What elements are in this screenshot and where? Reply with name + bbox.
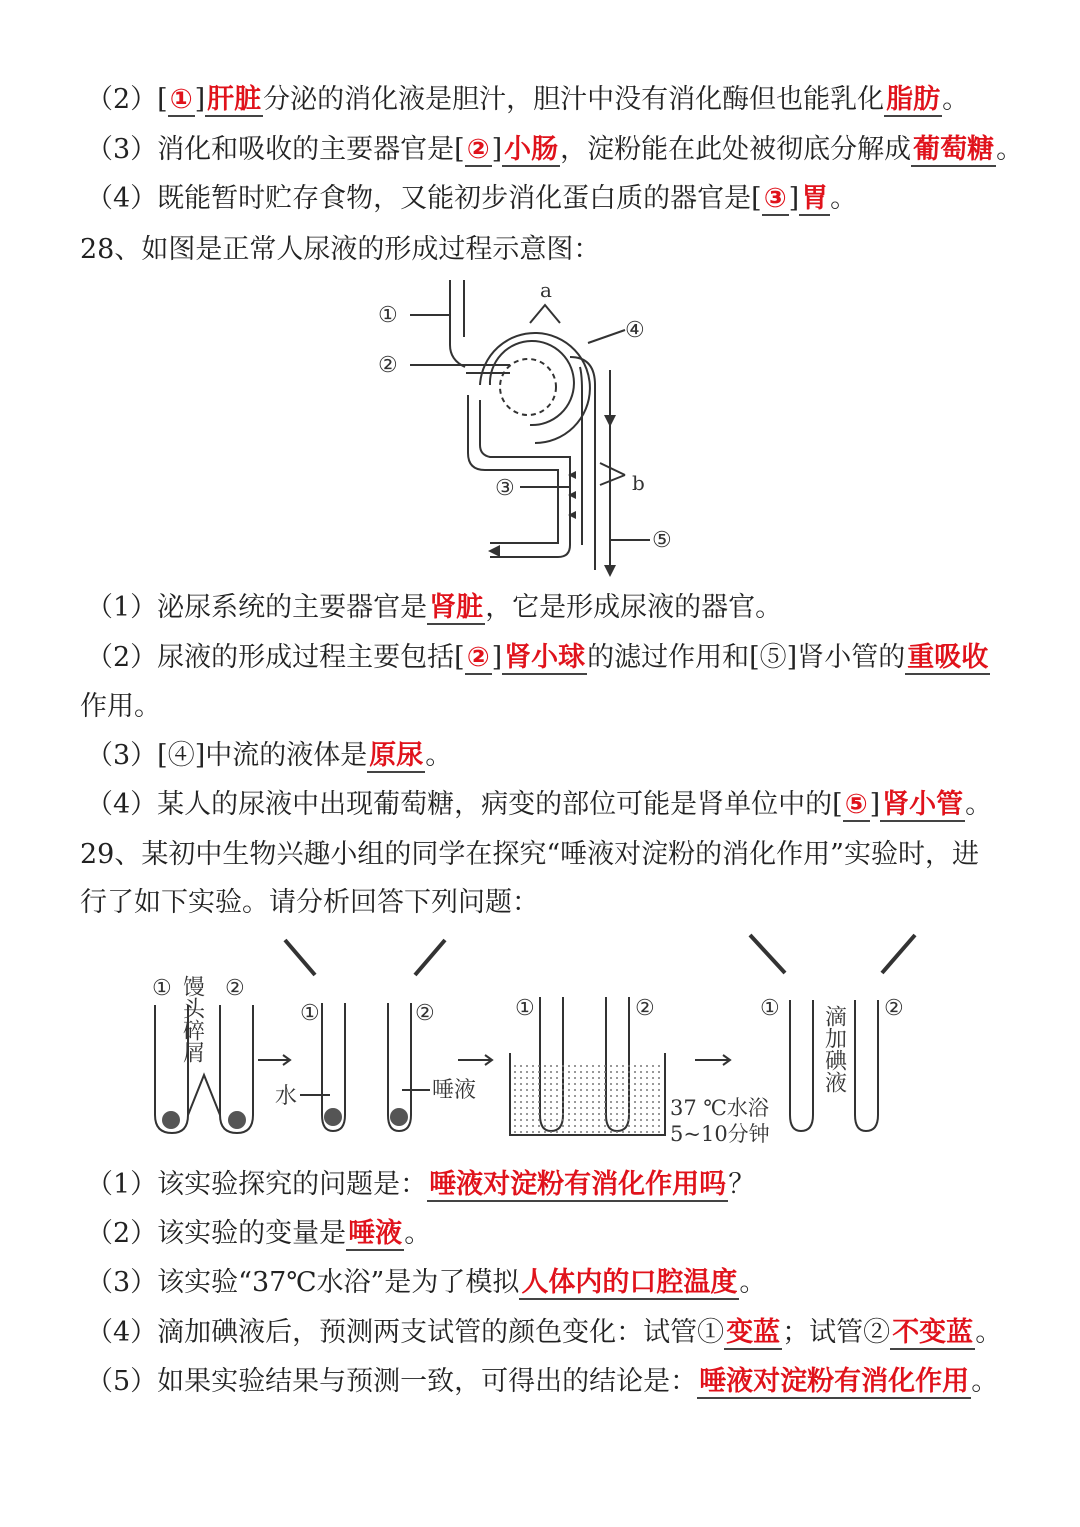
text: 的滤过作用和[⑤]肾小管的 <box>587 642 906 673</box>
q27-line-3 <box>86 128 1023 172</box>
water-label: 水 <box>275 1084 298 1109</box>
text: （4）滴加碘液后，预测两支试管的颜色变化：试管① <box>86 1317 725 1348</box>
answer: 肝脏 <box>207 84 262 115</box>
text: 。 <box>942 84 970 115</box>
answer-number: ① <box>169 84 193 115</box>
label-a: a <box>540 278 552 302</box>
answer: 胃 <box>801 183 829 214</box>
text: （1）泌尿系统的主要器官是 <box>86 592 428 623</box>
text: （2）尿液的形成过程主要包括[ <box>86 642 465 673</box>
text: 。 <box>971 1366 999 1397</box>
q28-title: 28、如图是正常人尿液的形成过程示意图： <box>80 234 601 265</box>
text: 。 <box>830 183 858 214</box>
text: ] <box>491 134 503 165</box>
tube-label-1d: ① <box>760 996 780 1021</box>
bread-crumbs-label: 馒头碎屑 <box>179 975 205 1063</box>
answer: 葡萄糖 <box>913 134 995 165</box>
answer: 肾脏 <box>429 592 484 623</box>
answer-number: ③ <box>763 183 787 214</box>
q28-line-4 <box>86 783 992 827</box>
answer: 肾小球 <box>504 642 586 673</box>
text: 。 <box>739 1267 767 1298</box>
q27-line-2 <box>86 78 969 122</box>
text: （4）既能暂时贮存食物，又能初步消化蛋白质的器官是[ <box>86 183 762 214</box>
answer: 不变蓝 <box>892 1317 974 1348</box>
q28-line-3 <box>86 734 452 778</box>
text: 。 <box>975 1317 1003 1348</box>
text: ；试管② <box>782 1317 891 1348</box>
answer: 肾小管 <box>882 789 964 820</box>
label-5: ⑤ <box>652 528 672 553</box>
q29-line-1 <box>86 1163 755 1207</box>
q28-line-2b: 作用。 <box>80 691 161 722</box>
answer: 重吸收 <box>907 642 989 673</box>
text: 分泌的消化液是胆汁，胆汁中没有消化酶但也能乳化 <box>263 84 885 115</box>
text: （5）如果实验结果与预测一致，可得出的结论是： <box>86 1366 698 1397</box>
tube-label-2b: ② <box>415 1001 435 1026</box>
answer: 变蓝 <box>726 1317 781 1348</box>
text: （4）某人的尿液中出现葡萄糖，病变的部位可能是肾单位中的[ <box>86 789 843 820</box>
label-1: ① <box>378 303 398 328</box>
answer-number: ② <box>466 642 490 673</box>
answer: 小肠 <box>504 134 559 165</box>
text: ？ <box>728 1169 756 1200</box>
text: （1）该实验探究的问题是： <box>86 1169 428 1200</box>
text: 。 <box>965 789 993 820</box>
q29-line-5 <box>86 1360 998 1404</box>
text: ，它是形成尿液的器官。 <box>485 592 783 623</box>
answer: 人体内的口腔温度 <box>521 1267 738 1298</box>
tube-label-1: ① <box>152 976 172 1001</box>
answer: 唾液 <box>348 1218 403 1249</box>
text: ] <box>869 789 881 820</box>
tube-label-1c: ① <box>515 996 535 1021</box>
text: （2）该实验的变量是 <box>86 1218 347 1249</box>
bath-time-label: 5~10分钟 <box>670 1122 770 1146</box>
nephron-diagram <box>370 275 700 585</box>
tube-label-2d: ② <box>884 996 904 1021</box>
tube-label-2: ② <box>225 976 245 1001</box>
answer: 原尿 <box>369 740 424 771</box>
q27-line-4 <box>86 177 857 221</box>
text: 。 <box>404 1218 432 1249</box>
q29-title-2: 行了如下实验。请分析回答下列问题： <box>80 887 539 918</box>
iodine-label: 滴加碘液 <box>821 1005 847 1093</box>
q29-line-4 <box>86 1311 1002 1355</box>
experiment-diagram <box>140 925 930 1150</box>
tube-label-1b: ① <box>300 1001 320 1026</box>
q29-line-2 <box>86 1212 431 1256</box>
text: （3）消化和吸收的主要器官是[ <box>86 134 465 165</box>
label-2: ② <box>378 353 398 378</box>
label-3: ③ <box>495 476 515 501</box>
label-b: b <box>632 471 645 495</box>
text: 。 <box>996 134 1024 165</box>
tube-label-2c: ② <box>635 996 655 1021</box>
answer-number: ② <box>466 134 490 165</box>
q29-title-1: 29、某初中生物兴趣小组的同学在探究“唾液对淀粉的消化作用”实验时，进 <box>80 839 979 870</box>
text: ] <box>788 183 800 214</box>
saliva-label: 唾液 <box>432 1078 477 1103</box>
label-4: ④ <box>625 318 645 343</box>
answer: 脂肪 <box>886 84 941 115</box>
answer: 唾液对淀粉有消化作用吗 <box>429 1169 727 1200</box>
answer: 唾液对淀粉有消化作用 <box>699 1366 970 1397</box>
text: （3）[④]中流的液体是 <box>86 740 368 771</box>
text: ，淀粉能在此处被彻底分解成 <box>560 134 912 165</box>
text: ] <box>491 642 503 673</box>
answer-number: ⑤ <box>844 789 868 820</box>
q28-line-1 <box>86 586 782 630</box>
text: ] <box>194 84 206 115</box>
text: （2）[ <box>86 84 168 115</box>
q28-line-2 <box>86 636 990 680</box>
text: 。 <box>425 740 453 771</box>
text: （3）该实验“37℃水浴”是为了模拟 <box>86 1267 520 1298</box>
q29-line-3 <box>86 1261 766 1305</box>
bath-label: 37 ℃水浴 <box>670 1096 769 1120</box>
